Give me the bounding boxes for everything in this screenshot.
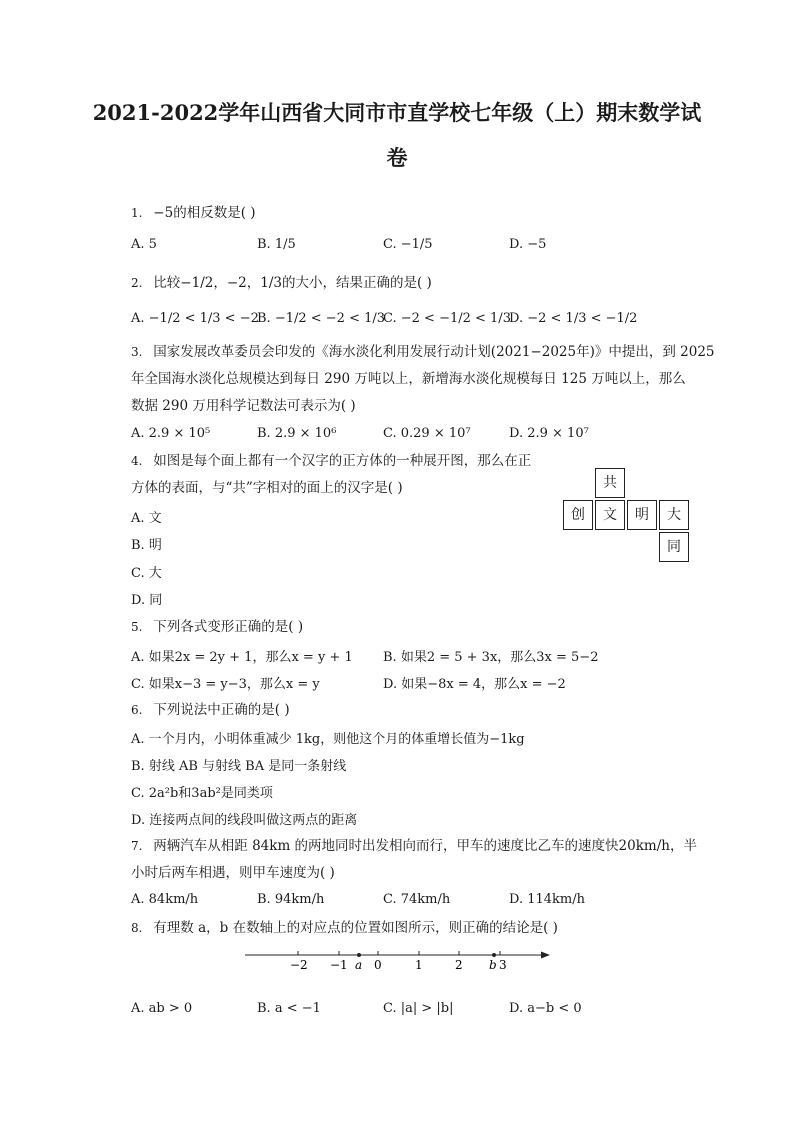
q1-option-c[interactable]: C. −1/5 (383, 237, 433, 252)
question-text: 有理数 a，b 在数轴上的对应点的位置如图所示，则正确的结论是( ) (153, 920, 558, 936)
question-text-line1: 两辆汽车从相距 84km 的两地同时出发相向而行，甲车的速度比乙车的速度快20km/h，半 (153, 838, 697, 854)
q6-option-c[interactable]: C. 2a²b和3ab²是同类项 (131, 786, 273, 801)
q2-option-c[interactable]: C. −2 < −1/2 < 1/3 (383, 311, 511, 326)
question-6 (131, 700, 290, 720)
question-number: 6. (131, 703, 143, 717)
q1-option-d[interactable]: D. −5 (509, 237, 547, 252)
question-text: 下列各式变形正确的是( ) (153, 619, 304, 635)
net-face-chuang: 创 (563, 500, 593, 530)
q4-option-d[interactable]: D. 同 (131, 593, 163, 608)
question-5 (131, 617, 303, 637)
q5-option-c[interactable]: C. 如果x−3 = y−3，那么x = y (131, 677, 320, 692)
question-8 (131, 918, 558, 938)
question-number: 7. (131, 839, 143, 853)
point-a (357, 953, 361, 957)
q2-option-b[interactable]: B. −1/2 < −2 < 1/3 (257, 311, 386, 326)
q1-option-a[interactable]: A. 5 (131, 237, 157, 252)
axis-label: −2 (290, 958, 308, 972)
point-b (492, 953, 496, 957)
net-face-wen: 文 (595, 500, 625, 530)
question-4 (131, 451, 531, 471)
page-title: 2021-2022学年山西省大同市市直学校七年级（上）期末数学试 (92, 100, 702, 125)
question-text-line1: 如图是每个面上都有一个汉字的正方体的一种展开图，那么在正 (153, 453, 532, 469)
axis-label: −1 (330, 958, 348, 972)
q8-option-c[interactable]: C. |a| > |b| (383, 1001, 454, 1016)
q4-option-c[interactable]: C. 大 (131, 566, 162, 581)
q7-option-c[interactable]: C. 74km/h (383, 892, 451, 907)
question-number: 4. (131, 454, 143, 468)
question-3-line2: 年全国海水淡化总规模达到每日 290 万吨以上，新增海水淡化规模每日 125 万吨以上，那么 (131, 371, 686, 387)
q5-option-a[interactable]: A. 如果2x = 2y + 1，那么x = y + 1 (131, 650, 353, 665)
question-number: 1. (131, 206, 143, 220)
q3-option-d[interactable]: D. 2.9 × 10⁷ (509, 426, 589, 441)
q3-option-b[interactable]: B. 2.9 × 10⁶ (257, 426, 337, 441)
number-line-figure (240, 945, 560, 981)
question-1 (131, 203, 256, 223)
q2-option-d[interactable]: D. −2 < 1/3 < −1/2 (509, 311, 638, 326)
q3-option-a[interactable]: A. 2.9 × 10⁵ (131, 426, 211, 441)
q4-option-b[interactable]: B. 明 (131, 538, 162, 553)
axis-label: 2 (455, 958, 463, 972)
axis-label: 1 (415, 958, 423, 972)
question-7 (131, 836, 697, 856)
q3-option-c[interactable]: C. 0.29 × 10⁷ (383, 426, 471, 441)
axis-label-b: b (489, 958, 497, 972)
net-face-ming: 明 (627, 500, 657, 530)
net-face-gong: 共 (595, 468, 625, 498)
q7-option-a[interactable]: A. 84km/h (131, 892, 199, 907)
q7-option-b[interactable]: B. 94km/h (257, 892, 325, 907)
q8-option-d[interactable]: D. a−b < 0 (509, 1001, 582, 1016)
question-2 (131, 273, 432, 293)
page-title-cont: 卷 (386, 145, 408, 170)
q5-option-d[interactable]: D. 如果−8x = 4，那么x = −2 (383, 677, 566, 692)
q8-option-b[interactable]: B. a < −1 (257, 1001, 321, 1016)
q4-option-a[interactable]: A. 文 (131, 511, 162, 526)
question-number: 3. (131, 345, 143, 359)
question-3 (131, 342, 715, 362)
arrow-right-icon (541, 952, 550, 959)
question-text: −5的相反数是( ) (153, 205, 256, 221)
question-number: 8. (131, 921, 143, 935)
question-7-line2: 小时后两车相遇，则甲车速度为( ) (131, 865, 335, 881)
q2-option-a[interactable]: A. −1/2 < 1/3 < −2 (131, 311, 259, 326)
q1-option-b[interactable]: B. 1/5 (257, 237, 296, 252)
axis-label: 3 (499, 958, 507, 972)
question-3-line3: 数据 290 万用科学记数法可表示为( ) (131, 398, 356, 414)
q7-option-d[interactable]: D. 114km/h (509, 892, 585, 907)
question-text-line1: 国家发展改革委员会印发的《海水淡化利用发展行动计划(2021−2025年)》中提出，到 2025 (153, 344, 715, 360)
q6-option-d[interactable]: D. 连接两点间的线段叫做这两点的距离 (131, 813, 358, 828)
question-number: 2. (131, 276, 143, 290)
axis-label-a: a (355, 958, 363, 972)
net-face-tong: 同 (659, 532, 689, 562)
axis-label: 0 (374, 958, 382, 972)
question-text: 下列说法中正确的是( ) (153, 702, 290, 718)
question-number: 5. (131, 620, 143, 634)
q6-option-a[interactable]: A. 一个月内，小明体重减少 1kg，则他这个月的体重增长值为−1kg (131, 732, 525, 747)
q6-option-b[interactable]: B. 射线 AB 与射线 BA 是同一条射线 (131, 759, 347, 774)
question-text: 比较−1/2，−2，1/3的大小，结果正确的是( ) (153, 275, 432, 291)
net-face-da: 大 (659, 500, 689, 530)
q5-option-b[interactable]: B. 如果2 = 5 + 3x，那么3x = 5−2 (383, 650, 599, 665)
question-4-line2: 方体的表面，与“共”字相对的面上的汉字是( ) (131, 480, 403, 496)
q8-option-a[interactable]: A. ab > 0 (131, 1001, 193, 1016)
